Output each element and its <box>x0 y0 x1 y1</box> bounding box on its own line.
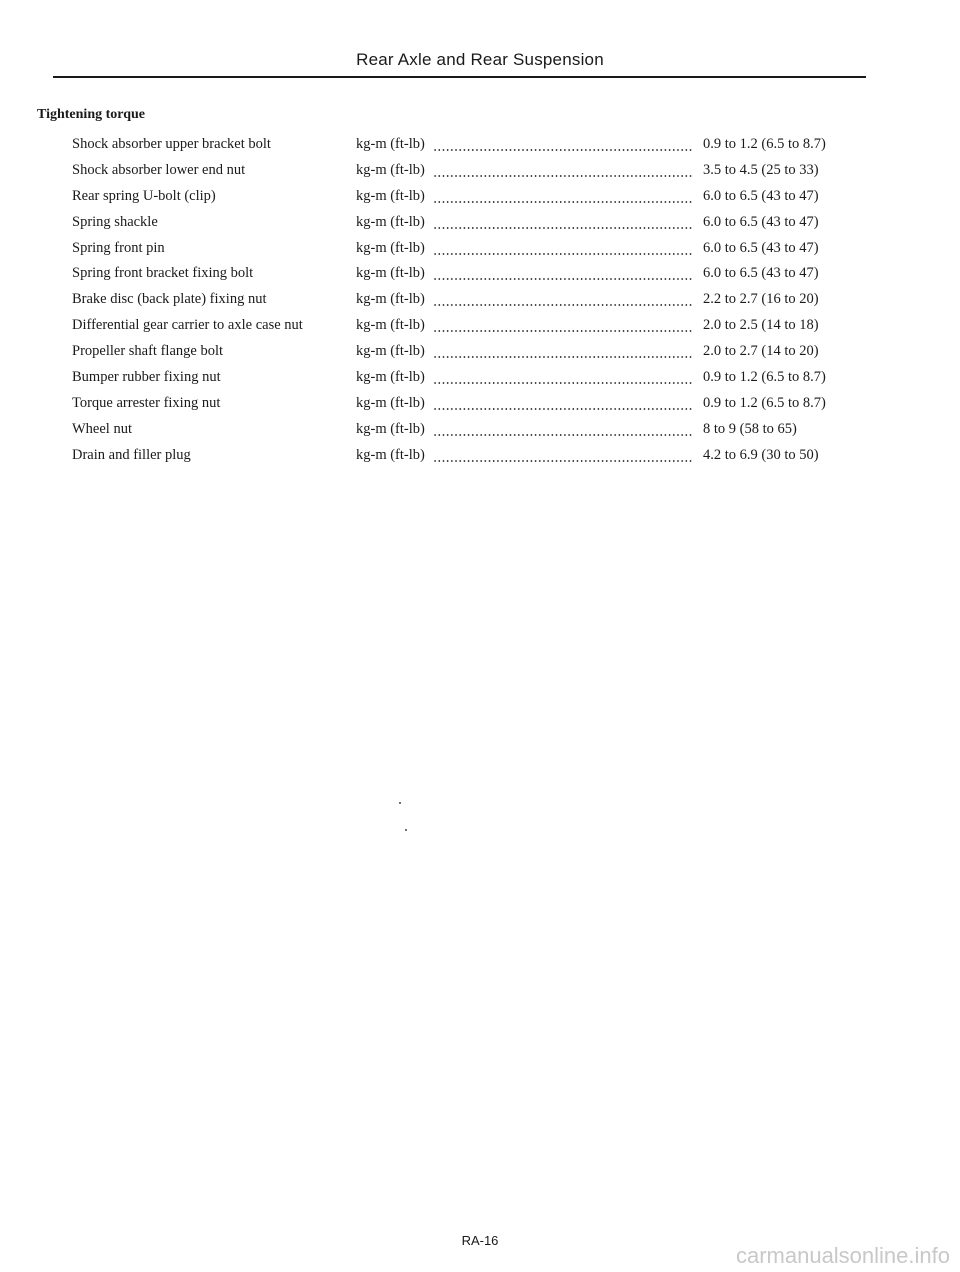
dot-leader <box>433 227 693 229</box>
torque-row <box>0 421 960 447</box>
torque-item-name: Wheel nut <box>72 420 132 437</box>
torque-unit: kg-m (ft-lb) <box>356 265 425 282</box>
dot-leader <box>433 149 693 151</box>
dot-leader <box>433 460 693 462</box>
torque-item-name: Drain and filler plug <box>72 446 191 463</box>
torque-item-name: Shock absorber lower end nut <box>72 161 246 178</box>
torque-row <box>0 317 960 343</box>
torque-row <box>0 214 960 240</box>
torque-unit: kg-m (ft-lb) <box>356 343 425 360</box>
dot-leader <box>433 382 693 384</box>
torque-row <box>0 240 960 266</box>
page-header: Rear Axle and Rear Suspension <box>356 50 604 69</box>
torque-unit: kg-m (ft-lb) <box>356 213 425 230</box>
torque-value: 3.5 to 4.5 (25 to 33) <box>703 161 819 178</box>
scan-speck <box>399 802 401 804</box>
torque-unit: kg-m (ft-lb) <box>356 291 425 308</box>
torque-value: 0.9 to 1.2 (6.5 to 8.7) <box>703 369 826 386</box>
torque-row <box>0 265 960 291</box>
torque-item-name: Bumper rubber fixing nut <box>72 369 221 386</box>
torque-unit: kg-m (ft-lb) <box>356 446 425 463</box>
torque-item-name: Rear spring U-bolt (clip) <box>72 187 216 204</box>
watermark: carmanualsonline.info <box>735 1243 950 1268</box>
dot-leader <box>433 201 693 203</box>
dot-leader <box>433 278 693 280</box>
torque-item-name: Propeller shaft flange bolt <box>72 343 223 360</box>
section-title: Tightening torque <box>37 107 146 122</box>
torque-item-name: Brake disc (back plate) fixing nut <box>72 291 267 308</box>
torque-unit: kg-m (ft-lb) <box>356 420 425 437</box>
torque-value: 2.0 to 2.5 (14 to 18) <box>703 317 819 334</box>
torque-value: 6.0 to 6.5 (43 to 47) <box>703 239 819 256</box>
torque-spec-list <box>0 136 960 473</box>
scan-speck <box>405 829 407 831</box>
torque-item-name: Torque arrester fixing nut <box>72 394 221 411</box>
torque-value: 4.2 to 6.9 (30 to 50) <box>703 446 819 463</box>
header-rule <box>53 76 866 78</box>
torque-value: 0.9 to 1.2 (6.5 to 8.7) <box>703 136 826 152</box>
torque-item-name: Spring front bracket fixing bolt <box>72 265 254 282</box>
dot-leader <box>433 175 693 177</box>
torque-unit: kg-m (ft-lb) <box>356 394 425 411</box>
torque-value: 0.9 to 1.2 (6.5 to 8.7) <box>703 394 826 411</box>
dot-leader <box>433 434 693 436</box>
page-number: RA-16 <box>461 1233 499 1248</box>
torque-row <box>0 447 960 473</box>
torque-value: 6.0 to 6.5 (43 to 47) <box>703 213 819 230</box>
dot-leader <box>433 356 693 358</box>
dot-leader <box>433 304 693 306</box>
torque-row <box>0 136 960 162</box>
dot-leader <box>433 408 693 410</box>
torque-unit: kg-m (ft-lb) <box>356 136 425 152</box>
torque-item-name: Differential gear carrier to axle case nut <box>72 317 303 334</box>
torque-unit: kg-m (ft-lb) <box>356 187 425 204</box>
dot-leader <box>433 253 693 255</box>
torque-row <box>0 188 960 214</box>
torque-value: 2.2 to 2.7 (16 to 20) <box>703 291 819 308</box>
torque-value: 6.0 to 6.5 (43 to 47) <box>703 187 819 204</box>
torque-row <box>0 162 960 188</box>
torque-item-name: Spring shackle <box>72 213 158 230</box>
torque-value: 2.0 to 2.7 (14 to 20) <box>703 343 819 360</box>
torque-row <box>0 291 960 317</box>
torque-row <box>0 395 960 421</box>
torque-row <box>0 369 960 395</box>
torque-value: 8 to 9 (58 to 65) <box>703 420 797 437</box>
torque-unit: kg-m (ft-lb) <box>356 161 425 178</box>
dot-leader <box>433 330 693 332</box>
torque-unit: kg-m (ft-lb) <box>356 317 425 334</box>
torque-row <box>0 343 960 369</box>
torque-value: 6.0 to 6.5 (43 to 47) <box>703 265 819 282</box>
torque-item-name: Spring front pin <box>72 239 165 256</box>
torque-unit: kg-m (ft-lb) <box>356 239 425 256</box>
torque-item-name: Shock absorber upper bracket bolt <box>72 136 271 152</box>
torque-unit: kg-m (ft-lb) <box>356 369 425 386</box>
